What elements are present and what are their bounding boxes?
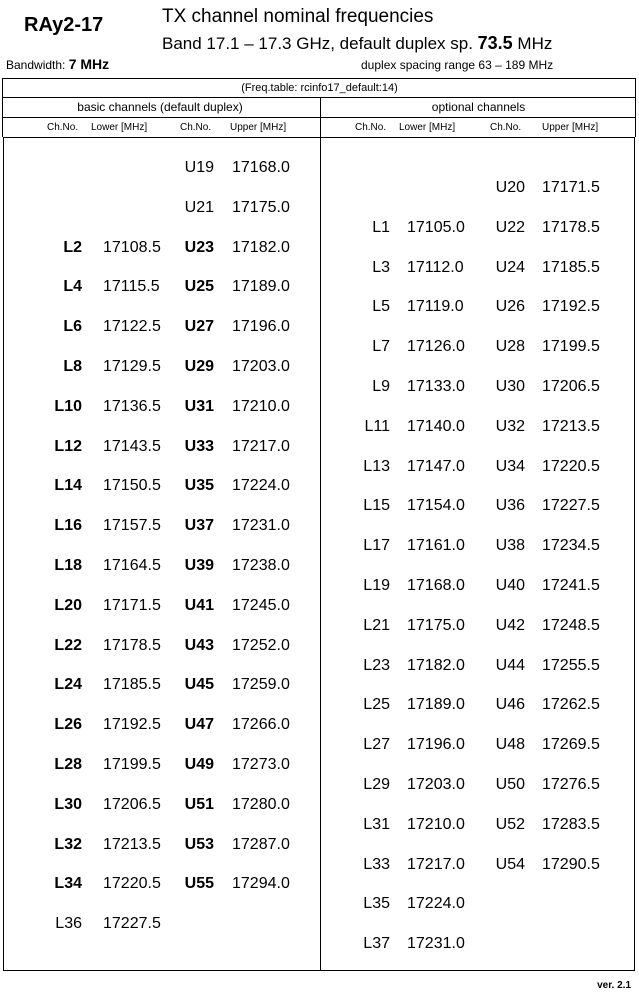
bandwidth-label: Bandwidth: — [6, 58, 69, 72]
channel-frequency: 17227.5 — [103, 915, 161, 932]
channel-frequency: 17129.5 — [103, 358, 161, 375]
channel-frequency: 17199.5 — [542, 338, 600, 355]
channel-number: U39 — [184, 557, 214, 574]
channel-number: L33 — [363, 856, 390, 873]
channel-frequency: 17182.0 — [232, 239, 290, 256]
channel-frequency: 17168.0 — [232, 159, 290, 176]
divider — [2, 78, 3, 137]
duplex-unit: MHz — [512, 34, 553, 53]
channel-frequency: 17210.0 — [407, 816, 465, 833]
channel-number: U35 — [184, 477, 214, 494]
channel-frequency: 17157.5 — [103, 517, 161, 534]
channel-frequency: 17203.0 — [232, 358, 290, 375]
channel-number: U32 — [495, 418, 525, 435]
bandwidth-info — [6, 56, 109, 72]
channel-frequency: 17217.0 — [407, 856, 465, 873]
channel-frequency: 17206.5 — [103, 796, 161, 813]
channel-number: U53 — [184, 836, 214, 853]
col-header-ch: Ch.No. — [47, 122, 79, 133]
col-header-lower: Lower [MHz] — [91, 122, 148, 133]
duplex-value: 73.5 — [477, 33, 513, 53]
channel-frequency: 17105.0 — [407, 219, 465, 236]
channel-number: L5 — [372, 298, 390, 315]
divider — [2, 78, 635, 79]
channel-number: U26 — [495, 298, 525, 315]
channel-number: L25 — [363, 696, 390, 713]
channel-frequency: 17115.5 — [103, 278, 160, 295]
channel-frequency: 17185.5 — [103, 676, 161, 693]
channel-number: U46 — [495, 696, 525, 713]
band-text: Band 17.1 – 17.3 GHz, default duplex sp. — [162, 34, 478, 53]
channel-frequency: 17161.0 — [407, 537, 465, 554]
freq-table-label: (Freq.table: rcinfo17_default:14) — [241, 82, 398, 94]
channel-frequency: 17269.5 — [542, 736, 600, 753]
channel-frequency: 17210.0 — [232, 398, 290, 415]
channel-frequency: 17280.0 — [232, 796, 290, 813]
channel-frequency: 17248.5 — [542, 617, 600, 634]
divider — [2, 97, 635, 98]
channel-number: U49 — [184, 756, 214, 773]
channel-frequency: 17136.5 — [103, 398, 161, 415]
channel-number: L36 — [55, 915, 82, 932]
channel-number: U42 — [495, 617, 525, 634]
channel-number: L6 — [63, 318, 82, 335]
col-header-upper: Upper [MHz] — [230, 122, 287, 133]
channel-number: U44 — [495, 657, 525, 674]
channel-number: L16 — [54, 517, 82, 534]
channel-frequency: 17171.5 — [542, 179, 600, 196]
channel-number: U27 — [184, 318, 214, 335]
channel-number: U37 — [184, 517, 214, 534]
channel-number: L17 — [363, 537, 390, 554]
channel-number: L34 — [54, 875, 82, 892]
channel-frequency: 17287.0 — [232, 836, 290, 853]
page-title: TX channel nominal frequencies — [162, 6, 434, 27]
channel-number: L18 — [54, 557, 82, 574]
col-header-ch: Ch.No. — [490, 122, 522, 133]
channel-number: U30 — [495, 378, 525, 395]
divider — [2, 117, 635, 118]
channel-number: L32 — [54, 836, 82, 853]
channel-number: U40 — [495, 577, 525, 594]
channel-number: U22 — [495, 219, 525, 236]
channel-frequency: 17241.5 — [542, 577, 600, 594]
channel-frequency: 17231.0 — [407, 935, 465, 952]
channel-number: U43 — [184, 637, 214, 654]
channel-frequency: 17294.0 — [232, 875, 290, 892]
channel-number: L9 — [372, 378, 390, 395]
channel-number: L3 — [372, 259, 390, 276]
channel-number: U31 — [184, 398, 214, 415]
channel-frequency: 17175.0 — [232, 199, 290, 216]
channel-frequency: 17150.5 — [103, 477, 161, 494]
channel-frequency: 17189.0 — [407, 696, 465, 713]
channel-number: U29 — [184, 358, 214, 375]
channel-number: L8 — [63, 358, 82, 375]
channel-number: U52 — [495, 816, 525, 833]
channel-number: U21 — [184, 199, 214, 216]
channel-number: L11 — [364, 418, 390, 435]
channel-number: L26 — [54, 716, 82, 733]
channel-frequency: 17266.0 — [232, 716, 290, 733]
channel-frequency: 17224.0 — [232, 477, 290, 494]
channel-frequency: 17227.5 — [542, 497, 600, 514]
model-name: RAy2-17 — [24, 14, 104, 36]
channel-number: U48 — [495, 736, 525, 753]
channel-frequency: 17122.5 — [103, 318, 161, 335]
channel-number: U34 — [495, 458, 525, 475]
channel-frequency: 17252.0 — [232, 637, 290, 654]
channel-number: L37 — [363, 935, 390, 952]
channel-frequency: 17213.5 — [103, 836, 161, 853]
channel-number: U19 — [184, 159, 214, 176]
bandwidth-value: 7 MHz — [68, 56, 110, 72]
channel-number: L28 — [54, 756, 82, 773]
channel-frequency: 17168.0 — [407, 577, 465, 594]
channel-frequency: 17178.5 — [542, 219, 600, 236]
channel-frequency: 17224.0 — [407, 895, 465, 912]
channel-number: U25 — [184, 278, 214, 295]
channel-frequency: 17220.5 — [103, 875, 161, 892]
channel-frequency: 17192.5 — [542, 298, 600, 315]
channel-frequency: 17199.5 — [103, 756, 161, 773]
basic-channels-title: basic channels (default duplex) — [77, 100, 243, 114]
channel-number: L2 — [63, 239, 82, 256]
divider — [320, 97, 321, 137]
channel-frequency: 17259.0 — [232, 676, 290, 693]
channel-number: U45 — [184, 676, 214, 693]
optional-channels-title: optional channels — [431, 100, 526, 114]
channel-frequency: 17175.0 — [407, 617, 465, 634]
channel-frequency: 17203.0 — [407, 776, 465, 793]
col-header-lower: Lower [MHz] — [399, 122, 456, 133]
channel-frequency: 17220.5 — [542, 458, 600, 475]
channel-number: L27 — [363, 736, 390, 753]
channel-number: U36 — [495, 497, 525, 514]
channel-number: U50 — [495, 776, 525, 793]
channel-number: L4 — [63, 278, 82, 295]
duplex-range: duplex spacing range 63 – 189 MHz — [361, 58, 554, 72]
channel-frequency: 17126.0 — [407, 338, 465, 355]
channel-number: U51 — [184, 796, 214, 813]
channel-number: L21 — [363, 617, 390, 634]
channel-number: L20 — [54, 597, 82, 614]
channel-number: L24 — [54, 676, 82, 693]
channel-frequency: 17234.5 — [542, 537, 600, 554]
channel-frequency: 17185.5 — [542, 259, 600, 276]
channel-number: L22 — [54, 637, 82, 654]
channel-frequency: 17171.5 — [103, 597, 161, 614]
channel-frequency: 17276.5 — [542, 776, 600, 793]
channel-frequency: 17255.5 — [542, 657, 600, 674]
channel-number: U24 — [495, 259, 525, 276]
channel-frequency: 17273.0 — [232, 756, 290, 773]
channel-number: L35 — [363, 895, 390, 912]
channel-number: L14 — [54, 477, 82, 494]
channel-number: L19 — [363, 577, 390, 594]
col-header-upper: Upper [MHz] — [542, 122, 599, 133]
channel-number: L10 — [54, 398, 82, 415]
channel-number: L13 — [363, 458, 390, 475]
channel-frequency: 17245.0 — [232, 597, 290, 614]
channel-frequency: 17143.5 — [103, 438, 161, 455]
channel-frequency: 17119.0 — [407, 298, 464, 315]
channel-frequency: 17213.5 — [542, 418, 600, 435]
channel-frequency: 17262.5 — [542, 696, 600, 713]
channel-frequency: 17154.0 — [407, 497, 465, 514]
channel-number: U38 — [495, 537, 525, 554]
channel-number: U23 — [184, 239, 214, 256]
channel-frequency: 17196.0 — [232, 318, 290, 335]
channel-number: U33 — [184, 438, 214, 455]
channel-number: L7 — [372, 338, 390, 355]
version-label: ver. 2.1 — [597, 980, 631, 991]
channel-frequency: 17178.5 — [103, 637, 161, 654]
channel-number: U41 — [184, 597, 214, 614]
channel-number: L15 — [363, 497, 390, 514]
channel-number: U28 — [495, 338, 525, 355]
channel-frequency: 17196.0 — [407, 736, 465, 753]
col-header-ch: Ch.No. — [355, 122, 387, 133]
channel-frequency: 17189.0 — [232, 278, 290, 295]
channel-frequency: 17147.0 — [407, 458, 465, 475]
channel-number: L23 — [363, 657, 390, 674]
channel-number: L29 — [363, 776, 390, 793]
channel-frequency: 17164.5 — [103, 557, 161, 574]
channel-number: L31 — [363, 816, 390, 833]
band-info — [162, 33, 552, 54]
channel-number: U55 — [184, 875, 214, 892]
channel-number: L1 — [372, 219, 390, 236]
channel-number: U47 — [184, 716, 214, 733]
divider — [635, 78, 636, 137]
channel-frequency: 17192.5 — [103, 716, 161, 733]
channel-number: L12 — [54, 438, 82, 455]
col-header-ch: Ch.No. — [180, 122, 212, 133]
channel-frequency: 17133.0 — [407, 378, 465, 395]
channel-number: L30 — [54, 796, 82, 813]
channel-frequency: 17283.5 — [542, 816, 600, 833]
channel-frequency: 17140.0 — [407, 418, 465, 435]
channel-frequency: 17231.0 — [232, 517, 290, 534]
channel-frequency: 17206.5 — [542, 378, 600, 395]
channel-number: U20 — [495, 179, 525, 196]
channel-frequency: 17112.0 — [407, 259, 464, 276]
channel-frequency: 17182.0 — [407, 657, 465, 674]
channel-frequency: 17290.5 — [542, 856, 600, 873]
channel-frequency: 17108.5 — [103, 239, 161, 256]
channel-number: U54 — [495, 856, 525, 873]
channel-frequency: 17238.0 — [232, 557, 290, 574]
channel-frequency: 17217.0 — [232, 438, 290, 455]
